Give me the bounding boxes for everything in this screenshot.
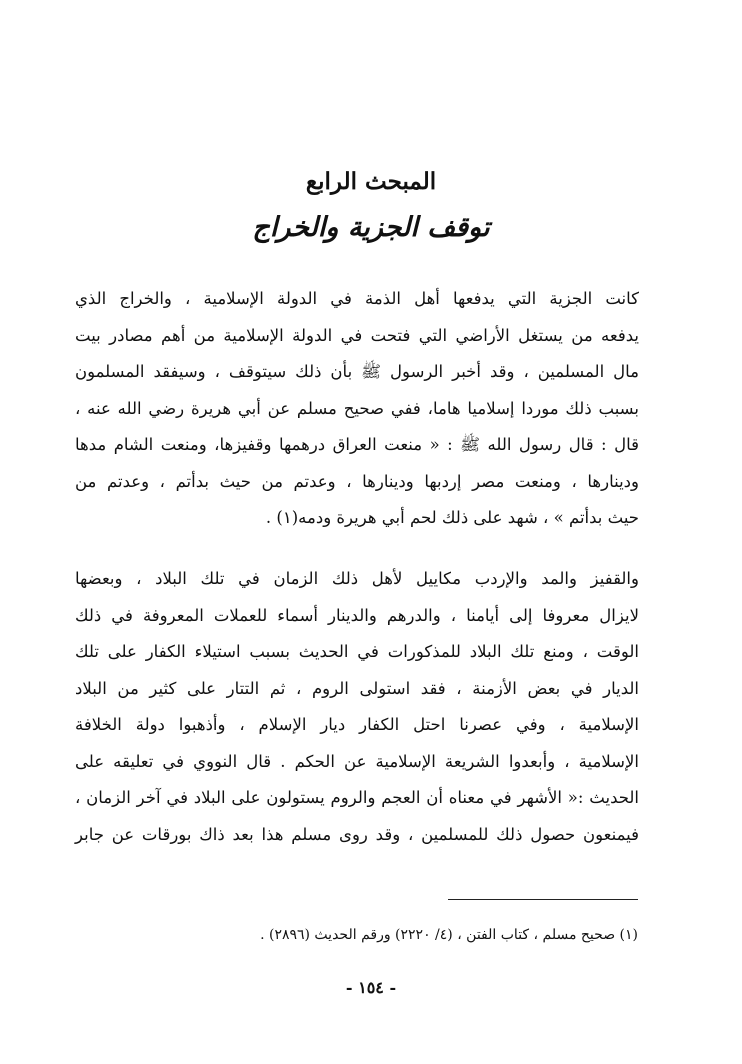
text-line: حيث بدأتم » ، شهد على ذلك لحم أبي هريرة ودمه(١) . — [265, 508, 639, 527]
text-line: قال : قال رسول الله ﷺ : « منعت العراق درهمها وقفيزها، ومنعت الشام مدها — [75, 435, 639, 454]
text-line: ودينارها ، ومنعت مصر إردبها ودينارها ، وعدتم من حيث بدأتم ، وعدتم من — [75, 471, 639, 491]
text-line: الوقت ، ومنع تلك البلاد للمذكورات في الحديث بسبب استيلاء الكفار على تلك — [75, 642, 639, 661]
text-line: الديار في بعض الأزمنة ، فقد استولى الروم ، ثم التتار على كثير من البلاد — [75, 678, 639, 698]
text-line: كانت الجزية التي يدفعها أهل الذمة في الدولة الإسلامية ، والخراج الذي — [75, 289, 639, 308]
footnote: (١) صحيح مسلم ، كتاب الفتن ، (٤/ ٢٢٢٠) ورقم الحديث (٢٨٩٦) . — [260, 927, 638, 943]
text-line: يدفعه من يستغل الأراضي التي فتحت في الدولة الإسلامية من أهم مصادر بيت — [75, 325, 639, 345]
text-line: مال المسلمين ، وقد أخبر الرسول ﷺ بأن ذلك سيتوقف ، وسيفقد المسلمون — [75, 362, 639, 381]
text-line: فيمنعون حصول ذلك للمسلمين ، وقد روى مسلم هذا بعد ذاك بورقات عن جابر — [75, 824, 639, 844]
page-number: - ١٥٤ - — [345, 978, 397, 997]
text-line: لايزال معروفا إلى أيامنا ، والدرهم والدينار أسماء للعملات المعروفة في ذلك — [75, 605, 639, 625]
text-line: الإسلامية ، وفي عصرنا احتل الكفار ديار الإسلام ، وأذهبوا دولة الخلافة — [75, 715, 639, 734]
text-line: والقفيز والمد والإردب مكاييل لأهل ذلك الزمان في تلك البلاد ، وبعضها — [75, 569, 639, 588]
text-line: بسبب ذلك موردا إسلاميا هاما، ففي صحيح مسلم عن أبي هريرة رضي الله عنه ، — [75, 398, 639, 418]
section-heading: المبحث الرابع — [305, 168, 437, 195]
paragraph-2 — [75, 561, 639, 853]
section-subtitle: توقف الجزية والخراج — [252, 212, 490, 243]
text-line: الحديث :« الأشهر في معناه أن العجم والروم يستولون على البلاد في آخر الزمان ، — [75, 788, 639, 807]
text-line: الإسلامية ، وأبعدوا الشريعة الإسلامية عن الحكم . قال النووي في تعليقه على — [75, 751, 639, 771]
footnote-separator — [448, 899, 638, 900]
paragraph-1 — [75, 281, 639, 537]
